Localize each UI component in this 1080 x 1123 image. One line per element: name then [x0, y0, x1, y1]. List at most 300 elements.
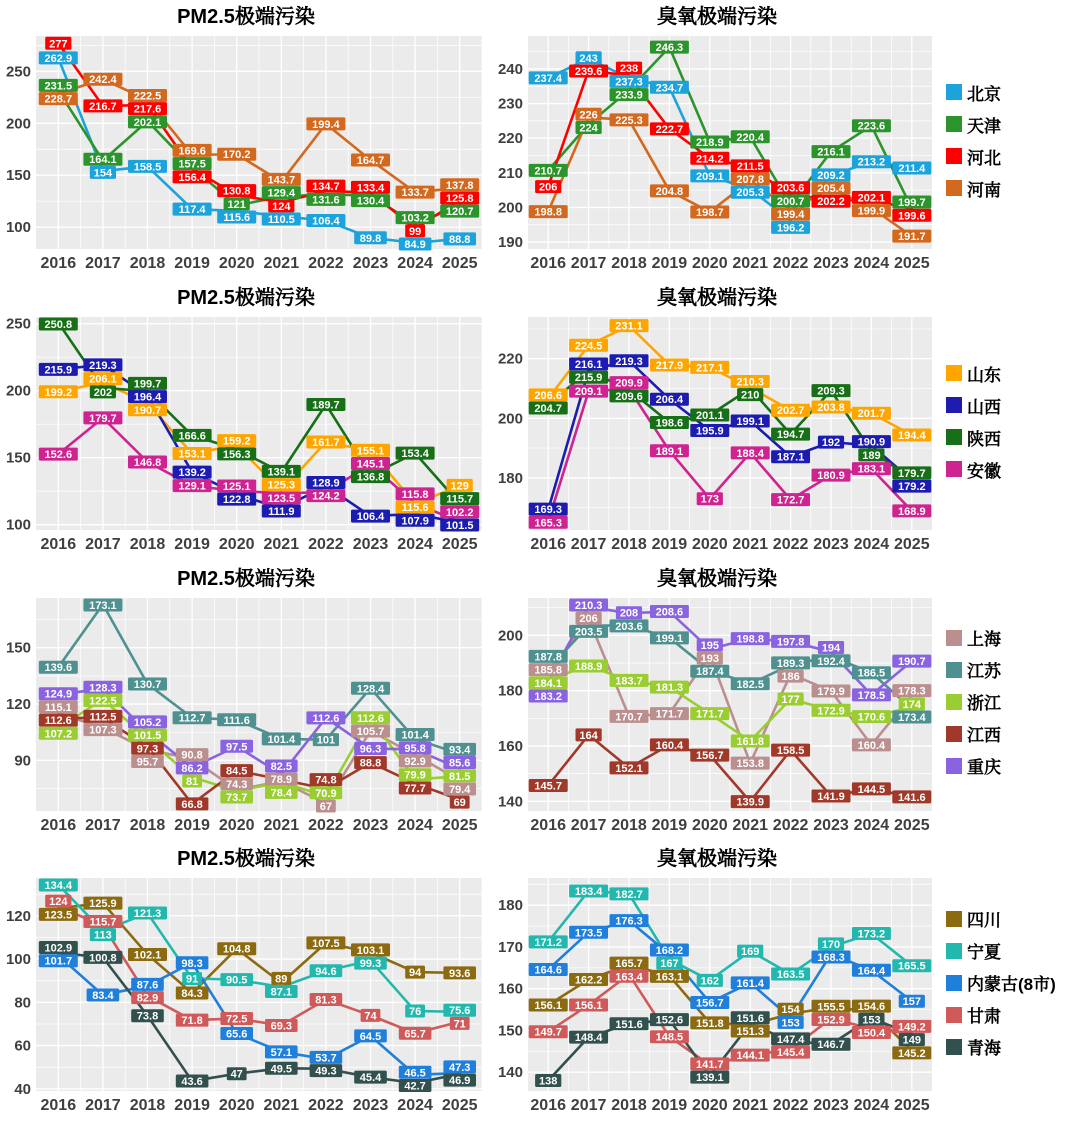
- data-point-label: 99: [408, 225, 422, 238]
- legend-label: 江西: [967, 726, 1001, 746]
- data-point-label: 153.8: [736, 757, 764, 770]
- data-point-label: 46.9: [448, 1075, 471, 1088]
- data-point-label: 208.6: [655, 606, 684, 619]
- data-point-label: 111.9: [268, 505, 295, 518]
- data-point-label: 101.5: [133, 729, 162, 742]
- data-point-label: 199.1: [655, 632, 684, 645]
- data-point-label: 64.5: [359, 1031, 382, 1044]
- data-point-label: 189.3: [776, 657, 805, 670]
- data-point-label: 71.8: [181, 1015, 203, 1028]
- data-point-label: 156.7: [696, 997, 724, 1010]
- x-axis-tick: 2022: [772, 816, 809, 834]
- data-point-label: 112.6: [44, 714, 72, 727]
- legend-label: 山东: [967, 365, 1001, 385]
- y-axis-tick: 80: [14, 994, 31, 1012]
- data-point-label: 237.4: [534, 72, 562, 85]
- legend-item: [946, 625, 1080, 650]
- data-point-label: 141.6: [898, 791, 926, 804]
- data-point-label: 151.6: [615, 1019, 643, 1032]
- legend-item: [946, 938, 1080, 963]
- chart-title: PM2.5极端污染: [177, 286, 315, 309]
- data-point-label: 53.7: [315, 1052, 337, 1065]
- data-point-label: 122.5: [89, 694, 117, 707]
- data-point-label: 188.9: [574, 660, 603, 673]
- data-point-label: 152.1: [615, 762, 643, 775]
- data-point-label: 164.4: [857, 965, 886, 978]
- x-axis-tick: 2024: [397, 1097, 433, 1115]
- data-point-label: 205.3: [736, 187, 764, 200]
- legend-swatch: [946, 975, 962, 991]
- x-axis-tick: 2025: [894, 535, 930, 553]
- x-axis-tick: 2018: [129, 535, 166, 553]
- data-point-label: 193: [700, 652, 719, 665]
- data-point-label: 97.5: [225, 740, 248, 753]
- legend-swatch: [946, 943, 962, 959]
- data-point-label: 133.7: [401, 187, 429, 200]
- x-axis-tick: 2017: [570, 255, 607, 272]
- data-point-label: 198.7: [696, 206, 724, 219]
- legend-swatch: [946, 662, 962, 678]
- data-point-label: 209.2: [817, 169, 845, 182]
- data-point-label: 206: [579, 612, 598, 625]
- data-point-label: 223.6: [857, 120, 886, 133]
- x-axis-tick: 2019: [174, 816, 210, 834]
- data-point-label: 87.1: [270, 986, 293, 999]
- data-point-label: 178.3: [898, 685, 926, 698]
- x-axis-tick: 2018: [611, 1097, 647, 1115]
- data-point-label: 203.6: [776, 182, 805, 195]
- legend-swatch: [946, 758, 962, 774]
- data-point-label: 100.8: [89, 952, 117, 965]
- legend-label: 北京: [967, 84, 1001, 104]
- data-point-label: 187.1: [776, 451, 805, 464]
- x-axis-tick: 2025: [894, 255, 930, 272]
- data-point-label: 143.7: [267, 174, 296, 187]
- data-point-label: 173.2: [857, 928, 886, 941]
- data-point-label: 170.7: [615, 710, 643, 723]
- pm25-line-chart-row4: [0, 874, 492, 1118]
- data-point-label: 189.1: [655, 445, 684, 458]
- legend-label: 江苏: [967, 662, 1001, 682]
- data-point-label: 47: [230, 1068, 243, 1081]
- data-point-label: 231.5: [44, 80, 73, 93]
- chart-cell-pm25-row2: [0, 281, 492, 562]
- data-point-label: 101.4: [401, 729, 429, 742]
- data-point-label: 207.8: [736, 174, 764, 187]
- data-point-label: 194.7: [776, 428, 805, 441]
- legend-swatch: [946, 180, 962, 196]
- data-point-label: 171.7: [655, 708, 684, 721]
- data-point-label: 74.8: [315, 774, 337, 787]
- data-point-label: 101.7: [44, 955, 73, 968]
- data-point-label: 99.3: [359, 958, 382, 971]
- data-point-label: 189: [862, 449, 881, 462]
- data-point-label: 107.3: [89, 724, 117, 737]
- y-axis-tick: 60: [14, 1037, 31, 1055]
- data-point-label: 84.3: [181, 988, 203, 1001]
- x-axis-tick: 2020: [692, 535, 728, 553]
- legend-swatch: [946, 694, 962, 710]
- data-point-label: 183.1: [857, 463, 886, 476]
- data-point-label: 107.2: [44, 727, 73, 740]
- y-axis-tick: 210: [497, 164, 523, 182]
- data-point-label: 199.1: [736, 415, 764, 428]
- legend-swatch: [946, 630, 962, 646]
- data-point-label: 145.7: [534, 780, 562, 793]
- data-point-label: 65.7: [404, 1028, 426, 1041]
- legend-label: 重庆: [967, 758, 1001, 778]
- data-point-label: 224: [579, 122, 598, 135]
- data-point-label: 158.5: [133, 161, 162, 174]
- y-axis-tick: 100: [5, 516, 31, 534]
- chart-title: 臭氧极端污染: [657, 567, 777, 590]
- data-point-label: 84.5: [225, 765, 248, 778]
- data-point-label: 199.2: [44, 386, 73, 399]
- data-point-label: 148.5: [655, 1031, 684, 1044]
- data-point-label: 211.4: [898, 162, 926, 175]
- legend-item: [946, 112, 1080, 137]
- data-point-label: 196.4: [133, 391, 162, 404]
- data-point-label: 124: [272, 200, 291, 213]
- data-point-label: 187.4: [696, 665, 724, 678]
- data-point-label: 216.1: [574, 358, 603, 371]
- data-point-label: 210.3: [736, 376, 764, 389]
- data-point-label: 154.6: [857, 1001, 886, 1014]
- data-point-label: 81.5: [448, 770, 471, 783]
- chart-cell-ozone-row1: [492, 0, 942, 281]
- data-point-label: 199.6: [898, 210, 926, 223]
- data-point-label: 84.9: [404, 239, 426, 251]
- data-point-label: 190.7: [133, 404, 162, 417]
- data-point-label: 120.7: [445, 206, 474, 219]
- data-point-label: 115.6: [223, 212, 251, 225]
- data-point-label: 219.3: [89, 359, 117, 372]
- data-point-label: 66.8: [181, 798, 203, 811]
- data-point-label: 139.2: [178, 466, 206, 479]
- data-point-label: 97.3: [136, 742, 159, 755]
- data-point-label: 113: [94, 929, 112, 942]
- data-point-label: 130.8: [222, 185, 251, 198]
- data-point-label: 130.7: [133, 678, 162, 691]
- data-point-label: 192.4: [817, 655, 845, 668]
- data-point-label: 238: [619, 63, 639, 76]
- y-axis-tick: 140: [497, 792, 523, 810]
- legend-item: [946, 457, 1080, 482]
- y-axis-tick: 40: [14, 1081, 31, 1099]
- legend-swatch: [946, 84, 962, 100]
- data-point-label: 105.2: [133, 716, 162, 729]
- x-axis-tick: 2023: [352, 1097, 389, 1115]
- data-point-label: 89: [275, 973, 288, 986]
- data-point-label: 124: [49, 896, 68, 909]
- data-point-label: 182.7: [615, 889, 643, 902]
- data-point-label: 134.7: [312, 181, 340, 194]
- legend-swatch: [946, 116, 962, 132]
- data-point-label: 164: [579, 729, 598, 742]
- data-point-label: 168.3: [817, 952, 845, 965]
- data-point-label: 204.8: [655, 185, 684, 198]
- legend-swatch: [946, 148, 962, 164]
- data-point-label: 106.4: [356, 510, 385, 523]
- data-point-label: 217.1: [696, 362, 724, 375]
- data-point-label: 145.1: [356, 458, 385, 471]
- chart-row-3: [0, 562, 1080, 843]
- data-point-label: 128.9: [312, 477, 340, 490]
- data-point-label: 151.6: [736, 1013, 764, 1026]
- data-point-label: 146.7: [817, 1039, 845, 1052]
- data-point-label: 153: [781, 1017, 800, 1030]
- x-axis-tick: 2018: [129, 1097, 166, 1115]
- data-point-label: 172.7: [776, 494, 805, 507]
- x-axis-tick: 2017: [570, 816, 607, 834]
- legend-item: [946, 1034, 1080, 1059]
- data-point-label: 199.7: [133, 378, 162, 391]
- chart-row-1: [0, 0, 1080, 281]
- data-point-label: 145.4: [776, 1047, 805, 1060]
- data-point-label: 183.7: [615, 674, 643, 687]
- data-point-label: 184.1: [534, 677, 562, 690]
- x-axis-tick: 2021: [263, 816, 300, 834]
- y-axis-tick: 230: [497, 95, 523, 113]
- x-axis-tick: 2022: [308, 535, 344, 553]
- data-point-label: 123.5: [44, 909, 73, 922]
- ozone-line-chart-row4: [492, 874, 942, 1118]
- data-point-label: 152.9: [817, 1014, 845, 1027]
- y-axis-tick: 140: [497, 1064, 523, 1082]
- legend-swatch: [946, 365, 962, 381]
- x-axis-tick: 2021: [263, 255, 300, 272]
- data-point-label: 75.6: [448, 1005, 471, 1018]
- data-point-label: 224.5: [574, 340, 603, 353]
- data-point-label: 219.3: [615, 355, 643, 368]
- data-point-label: 105.7: [356, 725, 385, 738]
- legend-item: [946, 753, 1080, 778]
- data-point-label: 148.4: [574, 1032, 603, 1045]
- x-axis-tick: 2023: [813, 816, 849, 834]
- legend-item: [946, 689, 1080, 714]
- data-point-label: 206.1: [89, 373, 117, 386]
- y-axis-tick: 160: [497, 980, 523, 998]
- data-point-label: 145.2: [898, 1048, 926, 1061]
- legend-label: 陕西: [967, 429, 1001, 449]
- data-point-label: 102.9: [44, 942, 73, 955]
- data-point-label: 164.7: [356, 154, 385, 167]
- data-point-label: 203.8: [817, 401, 845, 414]
- data-point-label: 160.4: [857, 739, 886, 752]
- data-point-label: 201.7: [857, 407, 886, 420]
- y-axis-tick: 200: [5, 382, 31, 400]
- x-axis-tick: 2017: [85, 255, 121, 272]
- data-point-label: 209.1: [574, 385, 603, 398]
- data-point-label: 125.1: [222, 480, 251, 493]
- x-axis-tick: 2020: [692, 1097, 728, 1115]
- data-point-label: 173: [700, 493, 719, 506]
- data-point-label: 47.3: [448, 1062, 471, 1075]
- data-point-label: 82.5: [270, 760, 293, 773]
- data-point-label: 125.9: [89, 898, 117, 911]
- legend-item: [946, 906, 1080, 931]
- legend-label: 上海: [967, 630, 1001, 650]
- data-point-label: 70.9: [315, 787, 337, 800]
- legend-label: 青海: [967, 1039, 1001, 1059]
- data-point-label: 208: [619, 607, 639, 620]
- chart-title: 臭氧极端污染: [657, 848, 777, 871]
- data-point-label: 152.6: [655, 1014, 684, 1027]
- data-point-label: 150.4: [857, 1027, 886, 1040]
- data-point-label: 112.5: [89, 710, 117, 723]
- data-point-label: 152.6: [44, 448, 73, 461]
- data-point-label: 45.4: [359, 1072, 382, 1085]
- x-axis-tick: 2020: [692, 255, 728, 272]
- data-point-label: 74.3: [225, 778, 248, 791]
- x-axis-tick: 2020: [218, 1097, 255, 1115]
- legend-swatch: [946, 461, 962, 477]
- data-point-label: 171.7: [696, 708, 724, 721]
- pm25-line-chart-row3: [0, 594, 492, 838]
- data-point-label: 81: [185, 775, 199, 788]
- data-point-label: 65.6: [225, 1028, 248, 1041]
- data-point-label: 162.2: [574, 974, 603, 987]
- legend-row2: [942, 281, 1080, 562]
- chart-title: PM2.5极端污染: [177, 567, 315, 590]
- y-axis-tick: 200: [497, 626, 523, 644]
- data-point-label: 128.3: [89, 681, 117, 694]
- data-point-label: 188.4: [736, 447, 764, 460]
- data-point-label: 177: [781, 693, 800, 706]
- data-point-label: 49.3: [315, 1065, 337, 1078]
- x-axis-tick: 2022: [772, 255, 809, 272]
- data-point-label: 129.1: [178, 480, 206, 493]
- data-point-label: 171.2: [534, 937, 562, 950]
- x-axis-tick: 2019: [174, 535, 210, 553]
- x-axis-tick: 2018: [611, 255, 647, 272]
- data-point-label: 183.4: [574, 886, 603, 899]
- x-axis-tick: 2024: [853, 255, 890, 272]
- data-point-label: 46.5: [404, 1067, 426, 1080]
- data-point-label: 202.7: [776, 404, 805, 417]
- data-point-label: 163.1: [655, 971, 684, 984]
- y-axis-tick: 220: [497, 130, 523, 148]
- legend-item: [946, 80, 1080, 105]
- chart-cell-ozone-row2: [492, 281, 942, 562]
- x-axis-tick: 2017: [570, 535, 607, 553]
- x-axis-tick: 2019: [651, 535, 688, 553]
- data-point-label: 199.7: [898, 197, 926, 210]
- ozone-line-chart-row1: [492, 32, 942, 276]
- legend-label: 天津: [967, 116, 1001, 136]
- data-point-label: 101.5: [445, 519, 474, 532]
- y-axis-tick: 200: [497, 199, 523, 217]
- data-point-label: 91: [185, 973, 199, 986]
- data-point-label: 102.1: [133, 949, 162, 962]
- data-point-label: 49.5: [270, 1063, 293, 1076]
- data-point-label: 129: [450, 480, 469, 493]
- data-point-label: 243: [579, 52, 598, 65]
- legend-item: [946, 144, 1080, 169]
- data-point-label: 69.3: [270, 1020, 293, 1033]
- data-point-label: 95.7: [136, 756, 159, 769]
- data-point-label: 199.4: [776, 209, 805, 222]
- y-axis-tick: 190: [497, 234, 523, 252]
- data-point-label: 214.2: [696, 153, 724, 166]
- data-point-label: 190.7: [898, 655, 926, 668]
- x-axis-tick: 2018: [611, 816, 647, 834]
- y-axis-tick: 120: [5, 695, 31, 713]
- data-point-label: 77.7: [404, 782, 426, 795]
- data-point-label: 124.2: [312, 490, 340, 503]
- data-point-label: 149: [902, 1034, 921, 1047]
- data-point-label: 169.3: [534, 503, 562, 516]
- data-point-label: 202.1: [857, 192, 886, 205]
- data-point-label: 161.4: [736, 978, 764, 991]
- ozone-line-chart-row2: [492, 313, 942, 557]
- data-point-label: 178.5: [857, 689, 886, 702]
- pm25-line-chart-row2: [0, 313, 492, 557]
- data-point-label: 42.7: [404, 1080, 426, 1093]
- data-point-label: 121: [227, 198, 246, 211]
- data-point-label: 85.6: [448, 757, 471, 770]
- x-axis-tick: 2021: [732, 255, 768, 272]
- data-point-label: 158.5: [776, 744, 805, 757]
- data-point-label: 79.9: [404, 769, 426, 782]
- data-point-label: 225.3: [615, 114, 643, 127]
- legend-label: 内蒙古(8市): [967, 975, 1056, 995]
- data-point-label: 72.5: [225, 1013, 248, 1026]
- chart-cell-pm25-row4: [0, 842, 492, 1123]
- y-axis-tick: 180: [497, 469, 523, 487]
- data-point-label: 202: [93, 386, 113, 399]
- y-axis-tick: 170: [497, 939, 523, 957]
- x-axis-tick: 2021: [263, 535, 300, 553]
- x-axis-tick: 2017: [85, 816, 121, 834]
- data-point-label: 125.3: [267, 479, 296, 492]
- data-point-label: 138: [539, 1075, 558, 1088]
- data-point-label: 210.7: [534, 165, 562, 178]
- chart-cell-ozone-row3: [492, 562, 942, 843]
- data-point-label: 172.9: [817, 704, 845, 717]
- y-axis-tick: 220: [497, 350, 523, 368]
- data-point-label: 194: [821, 642, 841, 655]
- x-axis-tick: 2022: [308, 1097, 344, 1115]
- data-point-label: 156.4: [178, 171, 206, 184]
- data-point-label: 217.9: [655, 359, 684, 372]
- data-point-label: 104.8: [222, 943, 251, 956]
- x-axis-tick: 2025: [441, 816, 478, 834]
- data-point-label: 88.8: [448, 233, 471, 246]
- legend-item: [946, 361, 1080, 386]
- data-point-label: 115.8: [401, 488, 429, 501]
- x-axis-tick: 2023: [813, 1097, 849, 1115]
- data-point-label: 144.5: [857, 783, 886, 796]
- data-point-label: 157: [902, 996, 921, 1009]
- data-point-label: 93.4: [448, 743, 471, 756]
- data-point-label: 157.5: [178, 158, 206, 171]
- data-point-label: 147.4: [776, 1034, 805, 1047]
- data-point-label: 121.3: [133, 908, 162, 921]
- chart-title: 臭氧极端污染: [657, 286, 777, 309]
- data-point-label: 107.9: [401, 515, 429, 528]
- legend-swatch: [946, 429, 962, 445]
- legend-swatch: [946, 911, 962, 927]
- y-axis-tick: 150: [497, 1022, 523, 1040]
- data-point-label: 185.8: [534, 664, 562, 677]
- data-point-label: 209.3: [817, 385, 845, 398]
- data-point-label: 198.6: [655, 417, 684, 430]
- data-point-label: 237.3: [615, 76, 643, 89]
- data-point-label: 179.7: [898, 467, 926, 480]
- data-point-label: 69: [453, 796, 466, 809]
- data-point-label: 73.7: [225, 791, 248, 804]
